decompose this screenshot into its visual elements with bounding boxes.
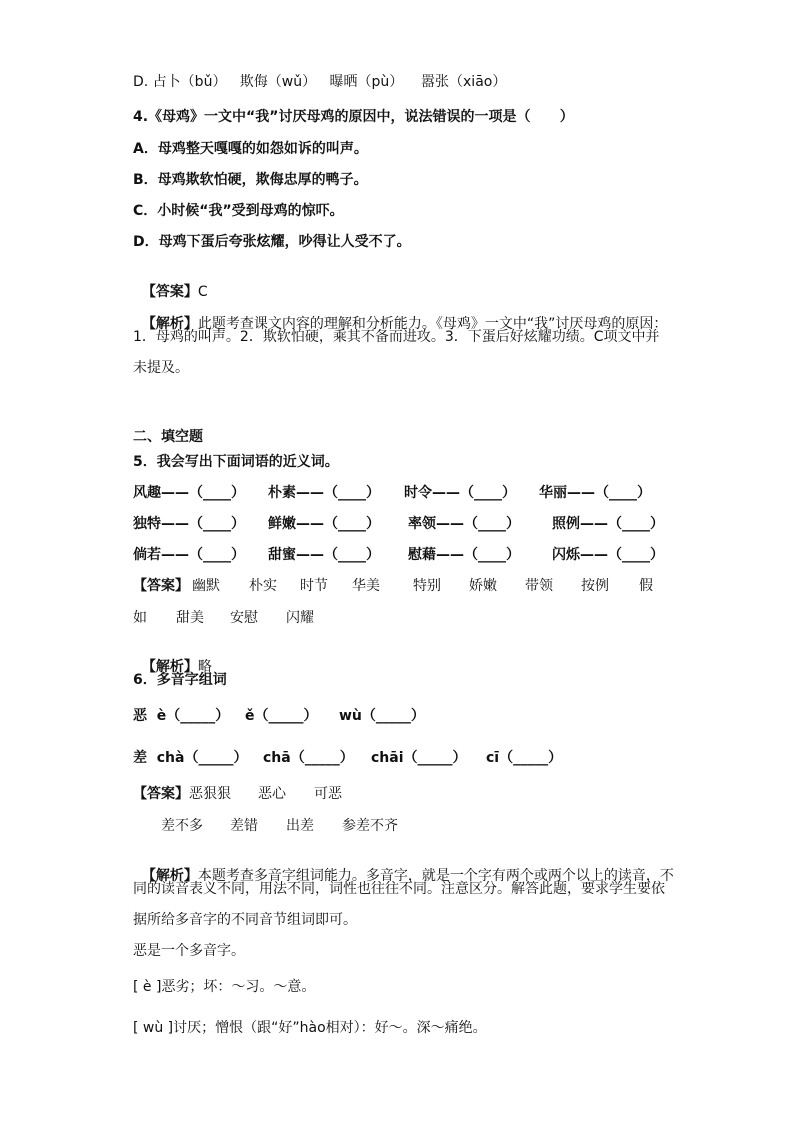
q6-analysis-line2: 同的读音表义不同，用法不同，词性也往往不同。注意区分。解答此题，要求学生要依 (133, 881, 665, 897)
q5-item: 独特——（____） (133, 516, 245, 532)
q5-item: 倘若——（____） (133, 547, 245, 563)
answer-word: 差错 (230, 818, 258, 834)
q6-analysis-line3: 据所给多音字的不同音节组词即可。 (133, 912, 357, 928)
q4-stem: 4.《母鸡》一文中“我”讨厌母鸡的原因中，说法错误的一项是（ ） (133, 109, 574, 125)
answer-word: 恶心 (258, 786, 286, 802)
answer-word: 华美 (352, 578, 380, 594)
q5-answer-line2 (133, 609, 693, 629)
answer-word: 娇嫩 (469, 578, 497, 594)
answer-value: C (197, 284, 208, 300)
answer-word: 参差不齐 (342, 818, 398, 834)
q4-analysis-line2: 1．母鸡的叫声。2．欺软怕硬，乘其不备而进攻。3．下蛋后好炫耀功绩。C项文中并 (133, 329, 660, 345)
answer-label: 【答案】 (133, 786, 189, 802)
answer-word: 闪耀 (286, 610, 314, 626)
answer-word: 差不多 (161, 818, 203, 834)
analysis-text: 本题考查多音字组词能力。多音字，就是一个字有两个或两个以上的读音，不 (197, 868, 674, 884)
q4-option-c: C．小时候“我”受到母鸡的惊吓。 (133, 203, 344, 219)
answer-word: 甜美 (176, 610, 204, 626)
answer-word: 出差 (286, 818, 314, 834)
q4-option-b: B．母鸡欺软怕硬，欺侮忠厚的鸭子。 (133, 172, 368, 188)
q5-item: 风趣——（____） (133, 485, 245, 501)
q6-definition-wu: [ wù ]讨厌；憎恨（跟“好”hào相对）：好～。深～痛绝。 (133, 1020, 487, 1036)
answer-word: 朴实 (249, 578, 277, 594)
q5-item: 照例——（____） (552, 516, 664, 532)
q4-option-d: D．母鸡下蛋后夸张炫耀，吵得让人受不了。 (133, 234, 411, 250)
answer-word: 幽默 (192, 578, 220, 594)
answer-word: 安慰 (230, 610, 258, 626)
q5-item: 华丽——（____） (539, 485, 651, 501)
answer-label: 【答案】 (133, 578, 189, 594)
analysis-text: 略 (197, 659, 212, 675)
q6-definition-e: [ è ]恶劣；坏：～习。～意。 (133, 979, 316, 995)
q6-item: 恶 è（_____） (133, 708, 230, 724)
q5-stem: 5．我会写出下面词语的近义词。 (133, 454, 339, 470)
analysis-label: 【解析】 (141, 316, 198, 332)
q5-item: 率领——（____） (408, 516, 520, 532)
answer-label: 【答案】 (141, 284, 198, 300)
answer-word: 按例 (581, 578, 609, 594)
answer-word: 特别 (413, 578, 441, 594)
q6-item: chāi（_____） (371, 750, 467, 766)
q5-item: 朴素——（____） (268, 485, 380, 501)
q5-answer (133, 577, 693, 597)
q6-item: chā（_____） (263, 750, 354, 766)
answer-word: 可恶 (314, 786, 342, 802)
q4-answer (133, 265, 208, 301)
answer-word: 时节 (300, 578, 328, 594)
q4-analysis-line3: 未提及。 (133, 360, 189, 376)
q6-item: wù（_____） (339, 708, 425, 724)
q5-item: 慰藉——（____） (408, 547, 520, 563)
q6-item: 差 chà（_____） (133, 750, 248, 766)
analysis-label: 【解析】 (141, 868, 198, 884)
answer-word: 恶狠狠 (189, 786, 231, 802)
section-heading: 二、填空题 (133, 429, 203, 445)
answer-word: 假 (639, 578, 653, 594)
q6-answer (133, 785, 693, 805)
q4-option-a: A．母鸡整天嘎嘎的如怨如诉的叫声。 (133, 141, 368, 157)
q6-item: cī（_____） (486, 750, 563, 766)
answer-word: 如 (133, 610, 147, 626)
q5-item: 甜蜜——（____） (268, 547, 380, 563)
q3-option-d: D. 占卜（bǔ） 欺侮（wǔ） 曝晒（pù） 嚣张（xiāo） (133, 74, 507, 90)
analysis-text: 此题考查课文内容的理解和分析能力。《母鸡》一文中“我”讨厌母鸡的原因： (197, 316, 668, 332)
answer-word: 带领 (525, 578, 553, 594)
q5-item: 时令——（____） (404, 485, 516, 501)
q6-analysis-line4: 恶是一个多音字。 (133, 943, 245, 959)
q6-answer-line2 (133, 817, 693, 837)
q5-item: 闪烁——（____） (552, 547, 664, 563)
q6-item: ě（_____） (245, 708, 318, 724)
q5-item: 鲜嫩——（____） (268, 516, 380, 532)
q6-stem: 6．多音字组词 (133, 672, 227, 688)
analysis-label: 【解析】 (141, 659, 198, 675)
